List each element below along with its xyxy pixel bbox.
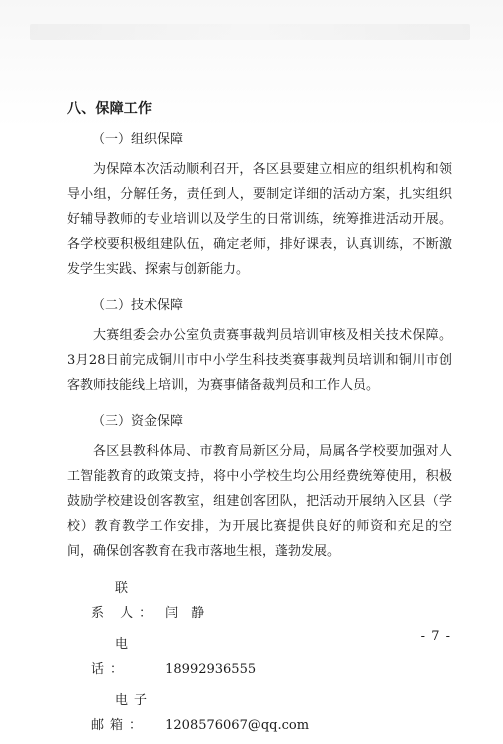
- contact-person-row: [67, 576, 452, 626]
- paragraph-technical: 大赛组委会办公室负责赛事裁判员培训审核及相关技术保障。3月28日前完成铜川市中小学生科技类赛事裁判员培训和铜川市创客教师技能线上培训，为赛事储备裁判员和工作人员。: [67, 328, 452, 393]
- contact-phone-value: 18992936555: [165, 662, 257, 677]
- contact-email-value: 1208576067@qq.com: [165, 718, 310, 733]
- subsection-title-organization: （一）组织保障: [92, 132, 184, 147]
- document-content: [67, 98, 452, 744]
- page-number: - 7 -: [420, 629, 451, 644]
- contact-person-label: 联 系 人：: [91, 581, 159, 621]
- section-title-guarantee-work: 八、保障工作: [67, 101, 153, 117]
- page-top-shadow: [30, 24, 470, 40]
- contact-email-row: [67, 688, 452, 738]
- contact-phone-row: [67, 632, 452, 682]
- paragraph-funding: 各区县教科体局、市教育局新区分局，局属各学校要加强对人工智能教育的政策支持，将中小学校生均公用经费统筹使用，积极鼓励学校建设创客教室，组建创客团队，把活动开展纳入区县（学校）教育教学工作安排，为开展比赛提供良好的师资和充足的空间，确保创客教育在我市落地生根，蓬勃发展。: [67, 444, 452, 559]
- contact-person-value: 闫 静: [165, 606, 205, 621]
- paragraph-organization: 为保障本次活动顺利召开，各区县要建立相应的组织机构和领导小组，分解任务，责任到人，要制定详细的活动方案，扎实组织好辅导教师的专业培训以及学生的日常训练，统筹推进活动开展。各学校要积极组建队伍，确定老师，排好课表，认真训练，不断激发学生实践、探索与创新能力。: [67, 162, 452, 277]
- subsection-title-technical: （二）技术保障: [92, 298, 184, 313]
- contact-email-label: 电子邮箱：: [91, 693, 154, 733]
- contact-phone-label: 电 话：: [91, 637, 173, 677]
- subsection-title-funding: （三）资金保障: [92, 414, 184, 429]
